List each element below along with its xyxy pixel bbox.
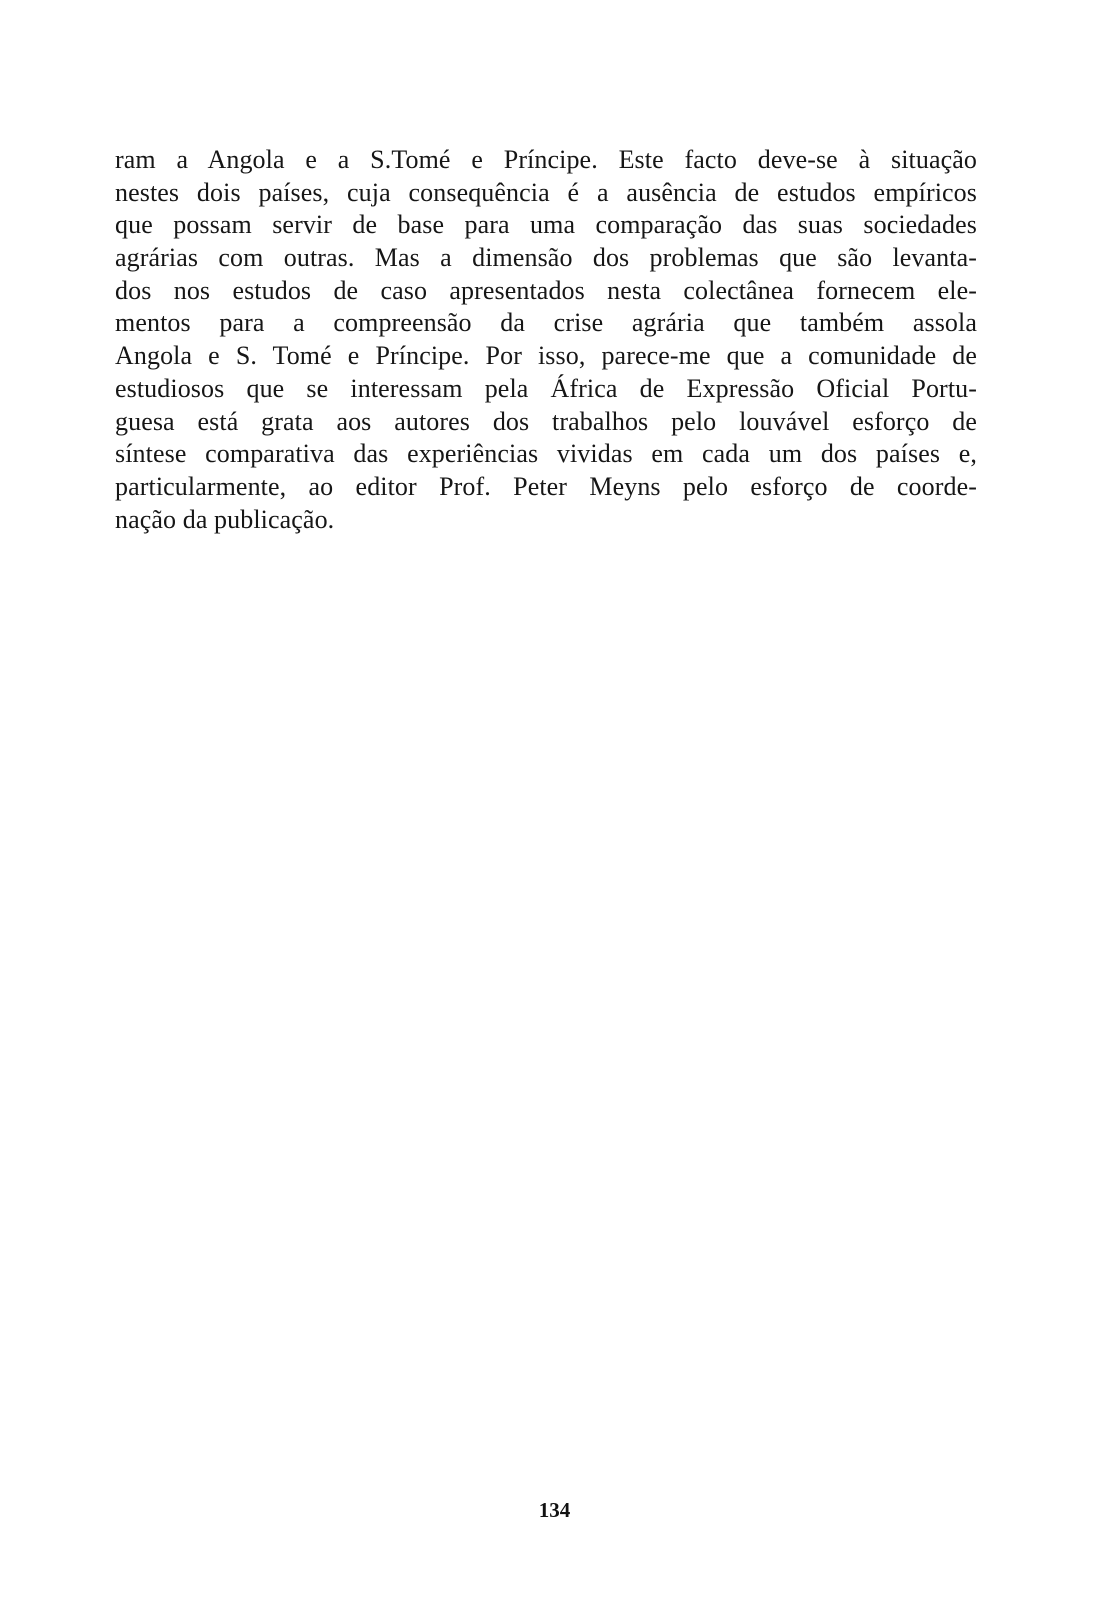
- text-line: mentos para a compreensão da crise agrária que também assola: [115, 308, 977, 338]
- text-line: estudiosos que se interessam pela África de Expressão Oficial Portu-: [115, 373, 977, 403]
- text-line: ram a Angola e a S.Tomé e Príncipe. Este facto deve-se à situação: [115, 145, 977, 174]
- text-line: particularmente, ao editor Prof. Peter Meyns pelo esforço de coorde-: [115, 471, 977, 501]
- text-line: Angola e S. Tomé e Príncipe. Por isso, parece-me que a comunidade de: [115, 341, 977, 371]
- text-line: que possam servir de base para uma comparação das suas sociedades: [115, 210, 977, 240]
- page-number: 134: [538, 1498, 571, 1522]
- text-line: guesa está grata aos autores dos trabalhos pelo louvável esforço de: [115, 406, 977, 436]
- text-line: dos nos estudos de caso apresentados nesta colectânea fornecem ele-: [115, 275, 977, 305]
- body-paragraph: [115, 144, 977, 536]
- text-line: nestes dois países, cuja consequência é a ausência de estudos empíricos: [115, 177, 977, 207]
- text-line: síntese comparativa das experiências vividas em cada um dos países e,: [115, 439, 977, 469]
- text-line: agrárias com outras. Mas a dimensão dos problemas que são levanta-: [115, 243, 977, 273]
- text-line-last: nação da publicação.: [115, 504, 335, 534]
